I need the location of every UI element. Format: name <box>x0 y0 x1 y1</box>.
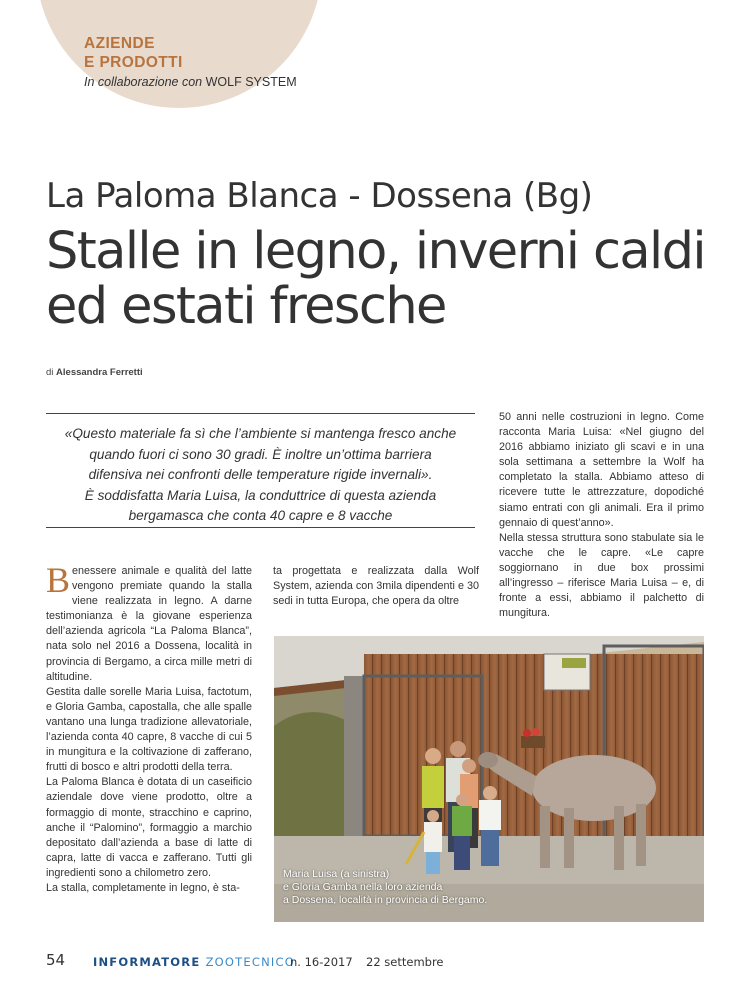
article-headline <box>46 224 726 334</box>
headline-line2: ed estati fresche <box>46 277 446 336</box>
photo-caption <box>283 868 487 908</box>
body-paragraph <box>46 560 252 685</box>
section-title <box>84 34 183 72</box>
pull-quote-line: È soddisfatta Maria Luisa, la conduttrice di questa azienda <box>84 487 437 503</box>
section-title-line1: AZIENDE <box>84 35 155 52</box>
section-title-line2: E PRODOTTI <box>84 54 183 71</box>
body-text: enessere animale e qualità del latte vengono premiate quando la stalla viene realizzata in legno. A darne testimonianza è la giovane esperienza dell’azienda agricola “La Paloma Blanca”, nata solo nel 2016 a Dossena, località in provincia di Bergamo, a circa mille metri di altitudine. <box>46 565 252 683</box>
body-paragraph: La Paloma Blanca è dotata di un caseificio aziendale dove viene prodotto, oltre a formaggio di monte, stracchino e caprino, anche il “Palomino”, formaggio a marchio depositato dall’azienda a base di latte di capra, latte di vacca e zafferano. Tutti gli ingredienti sono a chilometro zero. <box>46 776 252 879</box>
pull-quote-line: quando fuori ci sono 30 gradi. È inoltre un’ottima barriera <box>89 446 432 462</box>
caption-line: e Gloria Gamba nella loro azienda <box>283 881 443 894</box>
body-paragraph: ta progettata e realizzata dalla Wolf System, azienda con 3mila dipendenti e 30 sedi in tutta Europa, che opera da oltre <box>273 565 479 608</box>
body-paragraph: La stalla, completamente in legno, è sta- <box>46 881 240 894</box>
body-column-3 <box>499 410 704 621</box>
pull-quote <box>46 413 475 528</box>
body-paragraph: Gestita dalle sorelle Maria Luisa, factotum, e Gloria Gamba, capostalla, che alle spalle vantano una lunga tradizione allevatoriale, l’azienda conta 40 capre, 8 vacche di cui 5 in mungitura e la coltivazione di zafferano, frutti di bosco e altri prodotti della terra. <box>46 685 252 774</box>
body-column-1 <box>46 560 252 896</box>
collab-prefix: In collaborazione con <box>84 75 203 89</box>
byline-prefix: di <box>46 367 54 378</box>
body-column-2 <box>273 564 479 609</box>
page-number: 54 <box>46 951 66 969</box>
headline-line1: Stalle in legno, inverni caldi <box>46 222 705 281</box>
caption-line: a Dossena, località in provincia di Bergamo. <box>283 894 488 907</box>
body-paragraph: Nella stessa struttura sono stabulate sia le vacche che le capre. «Le capre soggiornano in due box prossimi all’ingresso – riferisce Maria Luisa – e, di fronte a essi, abbiamo il palchetto di mungitura. <box>499 531 704 620</box>
pull-quote-line: «Questo materiale fa sì che l’ambiente si mantenga fresco anche <box>64 426 457 441</box>
pull-quote-line: bergamasca che conta 40 capre e 8 vacche <box>128 508 393 523</box>
magazine-name-b: ZOOTECNICO <box>205 955 295 969</box>
byline-author: Alessandra Ferretti <box>56 367 143 378</box>
issue-date: 22 settembre <box>366 955 444 969</box>
drop-cap: B <box>46 560 71 600</box>
byline <box>46 367 143 378</box>
magazine-name-a: INFORMATORE <box>93 955 206 969</box>
pull-quote-line: difensiva nei confronti delle temperature rigide invernali». <box>88 467 433 482</box>
collaboration-note <box>84 75 297 89</box>
collab-name: WOLF SYSTEM <box>205 75 297 89</box>
caption-line: Maria Luisa (a sinistra) <box>283 868 390 880</box>
issue-number: n. 16-2017 <box>290 955 353 969</box>
body-paragraph: 50 anni nelle costruzioni in legno. Come racconta Maria Luisa: «Nel giugno del 2016 abbiamo iniziato gli scavi e in una sola settimana a settembre la Wolf ha completato la stalla. Abbiamo atteso di ricevere tutte le attrezzature, dopodiché siamo entrati con gli animali. Era il primo gennaio di quest’anno». <box>499 411 704 529</box>
magazine-name <box>93 955 295 969</box>
article-kicker: La Paloma Blanca - Dossena (Bg) <box>46 176 593 216</box>
